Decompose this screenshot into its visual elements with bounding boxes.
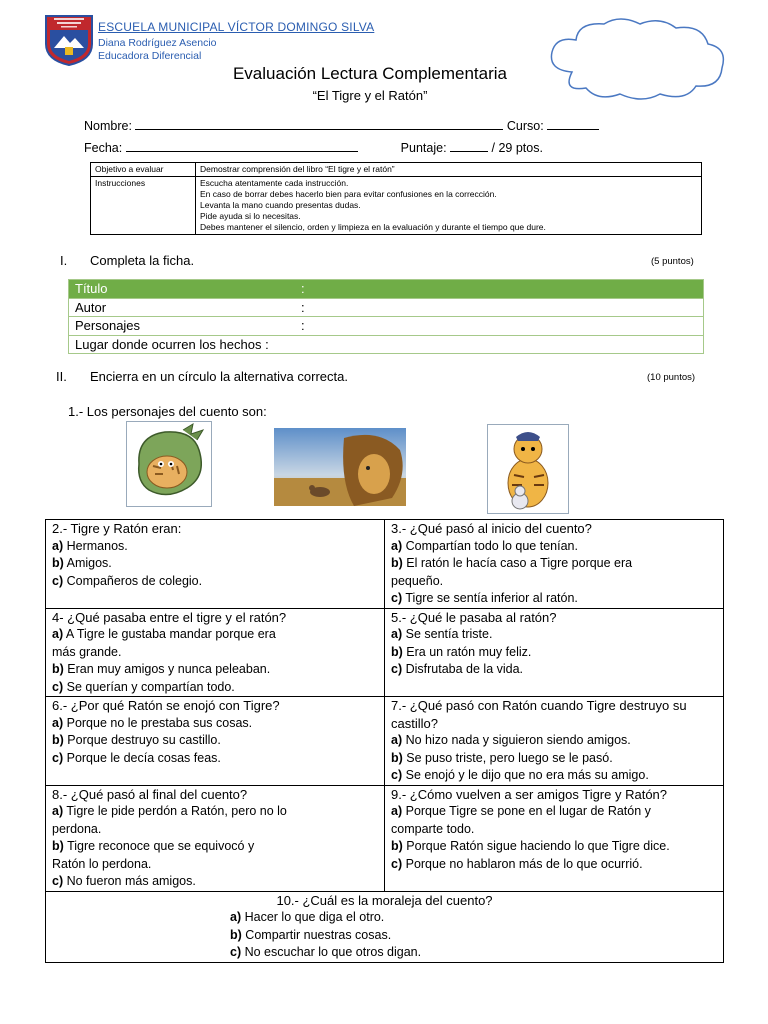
- school-name: ESCUELA MUNICIPAL VÍCTOR DOMINGO SILVA: [98, 20, 375, 34]
- puntaje-line[interactable]: [450, 140, 488, 152]
- option-letter: b): [391, 839, 403, 853]
- option-letter: b): [52, 556, 64, 570]
- curso-label: Curso:: [506, 119, 544, 133]
- option-text: Porque no hablaron más de lo que ocurrió.: [405, 856, 643, 871]
- objective-table: [90, 162, 702, 235]
- q8-option-a[interactable]: [52, 803, 378, 838]
- option-text: Compartir nuestras cosas.: [245, 927, 392, 942]
- ficha-table: [68, 279, 704, 354]
- option-letter: c): [52, 874, 64, 888]
- option-text: Era un ratón muy feliz.: [406, 644, 532, 659]
- section-2-heading: Encierra en un círculo la alternativa correcta.: [90, 369, 348, 384]
- ficha-colon: :: [301, 318, 305, 333]
- option-letter: b): [230, 927, 242, 942]
- question-text: 7.- ¿Qué pasó con Ratón cuando Tigre destruyo su: [391, 698, 687, 713]
- option-letter: c): [52, 679, 64, 694]
- option-letter: c): [391, 768, 403, 782]
- section-2-number: II.: [56, 369, 67, 384]
- option-text: Tigre se sentía inferior al ratón.: [405, 591, 578, 605]
- q10-option-c[interactable]: [230, 944, 717, 962]
- questions-table: [45, 519, 724, 963]
- tiger-mouse-picture[interactable]: [487, 424, 569, 514]
- option-text: No fueron más amigos.: [66, 874, 196, 888]
- q4-option-a[interactable]: [52, 626, 378, 661]
- option-letter: a): [230, 910, 242, 924]
- questions-row: [46, 785, 724, 891]
- instruction-line: En caso de borrar debes hacerlo bien para evitar confusiones en la corrección.: [200, 189, 497, 199]
- option-text: Hacer lo que diga el otro.: [244, 910, 385, 924]
- questions-row: [46, 608, 724, 697]
- ficha-colon: :: [301, 299, 305, 315]
- question-10-title: 10.- ¿Cuál es la moraleja del cuento?: [276, 892, 493, 908]
- instruction-line: Levanta la mano cuando presentas dudas.: [200, 200, 361, 210]
- option-text: No escuchar lo que otros digan.: [244, 945, 422, 959]
- question-5-title: 5.- ¿Qué le pasaba al ratón?: [391, 609, 557, 625]
- option-letter: a): [391, 804, 403, 818]
- q2-option-b[interactable]: [52, 555, 378, 573]
- school-logo: [44, 14, 94, 66]
- option-letter: b): [52, 733, 64, 747]
- q9-option-a[interactable]: [391, 803, 717, 838]
- teacher-role: Educadora Diferencial: [98, 50, 202, 62]
- q3-option-c[interactable]: [391, 590, 717, 608]
- instructions-value: [196, 177, 702, 235]
- option-text: Tigre le pide perdón a Ratón, pero no lo: [66, 804, 287, 818]
- question-10: [46, 891, 724, 962]
- option-text: No hizo nada y siguieron siendo amigos.: [405, 733, 631, 747]
- q6-option-a[interactable]: [52, 715, 378, 733]
- option-text: El ratón le hacía caso a Tigre porque era: [406, 556, 633, 570]
- ficha-label: Autor: [75, 299, 107, 315]
- option-letter: a): [391, 627, 403, 641]
- puntaje-label: Puntaje:: [400, 141, 447, 155]
- q6-option-c[interactable]: [52, 750, 378, 768]
- option-text: Compañeros de colegio.: [66, 573, 203, 588]
- q10-option-a[interactable]: [230, 909, 717, 927]
- option-letter: b): [52, 839, 64, 853]
- option-letter: b): [52, 662, 64, 676]
- q3-option-b[interactable]: [391, 555, 717, 590]
- question-3: [385, 520, 724, 609]
- q2-option-c[interactable]: [52, 573, 378, 591]
- option-letter: a): [52, 627, 64, 641]
- option-letter: a): [52, 804, 64, 818]
- option-text: Disfrutaba de la vida.: [405, 662, 524, 676]
- instructions-key: Instrucciones: [91, 177, 196, 235]
- question-9: [385, 785, 724, 891]
- objective-key: Objetivo a evaluar: [91, 163, 196, 177]
- option-text: más grande.: [52, 644, 122, 659]
- question-3-title: 3.- ¿Qué pasó al inicio del cuento?: [391, 521, 592, 536]
- option-letter: a): [52, 538, 64, 553]
- option-letter: a): [391, 733, 403, 747]
- ficha-row-titulo[interactable]: [69, 280, 703, 298]
- option-letter: c): [391, 591, 403, 605]
- objective-row: [91, 163, 702, 177]
- objective-value: Demostrar comprensión del libro “El tigre y el ratón”: [196, 163, 702, 177]
- option-text: Eran muy amigos y nunca peleaban.: [67, 662, 271, 676]
- instruction-line: Pide ayuda si lo necesitas.: [200, 211, 301, 221]
- question-9-title: 9.- ¿Cómo vuelven a ser amigos Tigre y Ratón?: [391, 786, 668, 802]
- option-letter: c): [230, 945, 242, 959]
- option-letter: b): [391, 556, 403, 570]
- ficha-row-autor[interactable]: [69, 298, 703, 317]
- option-text: Compartían todo lo que tenían.: [405, 538, 578, 553]
- question-1: 1.- Los personajes del cuento son:: [68, 404, 267, 419]
- nombre-field[interactable]: [84, 118, 599, 133]
- option-letter: a): [52, 715, 64, 730]
- instruction-line: Escucha atentamente cada instrucción.: [200, 178, 349, 188]
- tiger-dragon-picture[interactable]: [126, 421, 212, 507]
- curso-line[interactable]: [547, 118, 599, 130]
- questions-row: [46, 520, 724, 609]
- option-text: comparte todo.: [391, 821, 475, 836]
- option-letter: c): [52, 573, 64, 588]
- option-text: Se enojó y le dijo que no era más su amigo.: [405, 768, 649, 782]
- q2-option-a[interactable]: [52, 538, 378, 556]
- teacher-name: Diana Rodríguez Asencio: [98, 37, 217, 49]
- option-text: Amigos.: [66, 556, 112, 570]
- option-text: Porque no le prestaba sus cosas.: [66, 715, 253, 730]
- option-text: Hermanos.: [66, 538, 128, 553]
- option-text: Porque Ratón sigue haciendo lo que Tigre dice.: [406, 839, 670, 853]
- q7-option-b[interactable]: [391, 750, 717, 768]
- section-1-number: I.: [60, 253, 68, 268]
- ficha-label: Personajes: [75, 318, 141, 333]
- q4-option-c[interactable]: [52, 679, 378, 697]
- q10-option-b[interactable]: [230, 927, 717, 945]
- fecha-label: Fecha:: [84, 141, 123, 155]
- q7-option-c[interactable]: [391, 767, 717, 785]
- q4-option-b[interactable]: [52, 661, 378, 679]
- nombre-label: Nombre:: [84, 119, 132, 133]
- section-2-points: (10 puntos): [647, 372, 696, 383]
- question-7: [385, 697, 724, 786]
- q3-option-a[interactable]: [391, 538, 717, 556]
- question-8-title: 8.- ¿Qué pasó al final del cuento?: [52, 786, 248, 802]
- option-letter: b): [391, 644, 403, 659]
- q5-option-b[interactable]: [391, 644, 717, 662]
- question-2: [46, 520, 385, 609]
- option-text: Se querían y compartían todo.: [66, 679, 235, 694]
- fecha-field[interactable]: [84, 140, 543, 155]
- section-1-points: (5 puntos): [651, 256, 694, 267]
- option-text: Porque le decía cosas feas.: [66, 750, 221, 765]
- option-letter: a): [391, 538, 403, 553]
- fecha-line[interactable]: [126, 140, 358, 152]
- ficha-label: Título: [75, 281, 108, 296]
- nombre-line[interactable]: [135, 118, 503, 130]
- option-letter: b): [391, 750, 403, 765]
- page-subtitle: “El Tigre y el Ratón”: [312, 88, 428, 103]
- option-letter: c): [391, 662, 403, 676]
- question-6: [46, 697, 385, 786]
- question-text: castillo?: [391, 715, 438, 731]
- question-4: [46, 608, 385, 697]
- question-6-title: 6.- ¿Por qué Ratón se enojó con Tigre?: [52, 698, 280, 713]
- q5-option-a[interactable]: [391, 626, 717, 644]
- instructions-row: [91, 177, 702, 235]
- question-4-title: 4- ¿Qué pasaba entre el tigre y el ratón?: [52, 609, 287, 625]
- option-text: Tigre reconoce que se equivocó y: [67, 839, 255, 853]
- ficha-row-lugar[interactable]: [69, 335, 703, 354]
- question-8: [46, 785, 385, 891]
- puntaje-total: / 29 ptos.: [491, 141, 543, 155]
- option-text: Se sentía triste.: [405, 627, 493, 641]
- tiger-dragon-illustration: [127, 422, 211, 506]
- ficha-row-personajes[interactable]: [69, 316, 703, 335]
- option-text: A Tigre le gustaba mandar porque era: [65, 627, 276, 641]
- option-text: perdona.: [52, 821, 102, 836]
- q7-option-a[interactable]: [391, 732, 717, 750]
- q8-option-b[interactable]: [52, 838, 378, 873]
- option-text: pequeño.: [391, 573, 444, 588]
- lion-picture[interactable]: [274, 428, 406, 506]
- instruction-line: Debes mantener el silencio, orden y limpieza en la evaluación y durante el tiempo que dure.: [200, 222, 546, 232]
- option-text: Porque Tigre se pone en el lugar de Ratón y: [405, 804, 651, 818]
- page-title: Evaluación Lectura Complementaria: [232, 64, 508, 83]
- option-letter: c): [52, 750, 64, 765]
- ficha-label: Lugar donde ocurren los hechos :: [75, 336, 269, 352]
- q8-option-c[interactable]: [52, 873, 378, 891]
- option-text: Porque destruyo su castillo.: [67, 733, 221, 747]
- question-2-title: 2.- Tigre y Ratón eran:: [52, 521, 182, 536]
- q9-option-b[interactable]: [391, 838, 717, 856]
- questions-row: [46, 891, 724, 962]
- question-7-title: [391, 697, 717, 732]
- question-5: [385, 608, 724, 697]
- q9-option-c[interactable]: [391, 856, 717, 874]
- option-text: Se puso triste, pero luego se le pasó.: [406, 750, 613, 765]
- lion-mouse-illustration: [274, 428, 406, 506]
- option-letter: c): [391, 856, 403, 871]
- q5-option-c[interactable]: [391, 661, 717, 679]
- section-1-heading: Completa la ficha.: [90, 253, 195, 268]
- ficha-colon: :: [301, 281, 305, 296]
- option-text: Ratón lo perdona.: [52, 856, 152, 871]
- tiger-cartoon-illustration: [488, 425, 568, 513]
- questions-row: [46, 697, 724, 786]
- q6-option-b[interactable]: [52, 732, 378, 750]
